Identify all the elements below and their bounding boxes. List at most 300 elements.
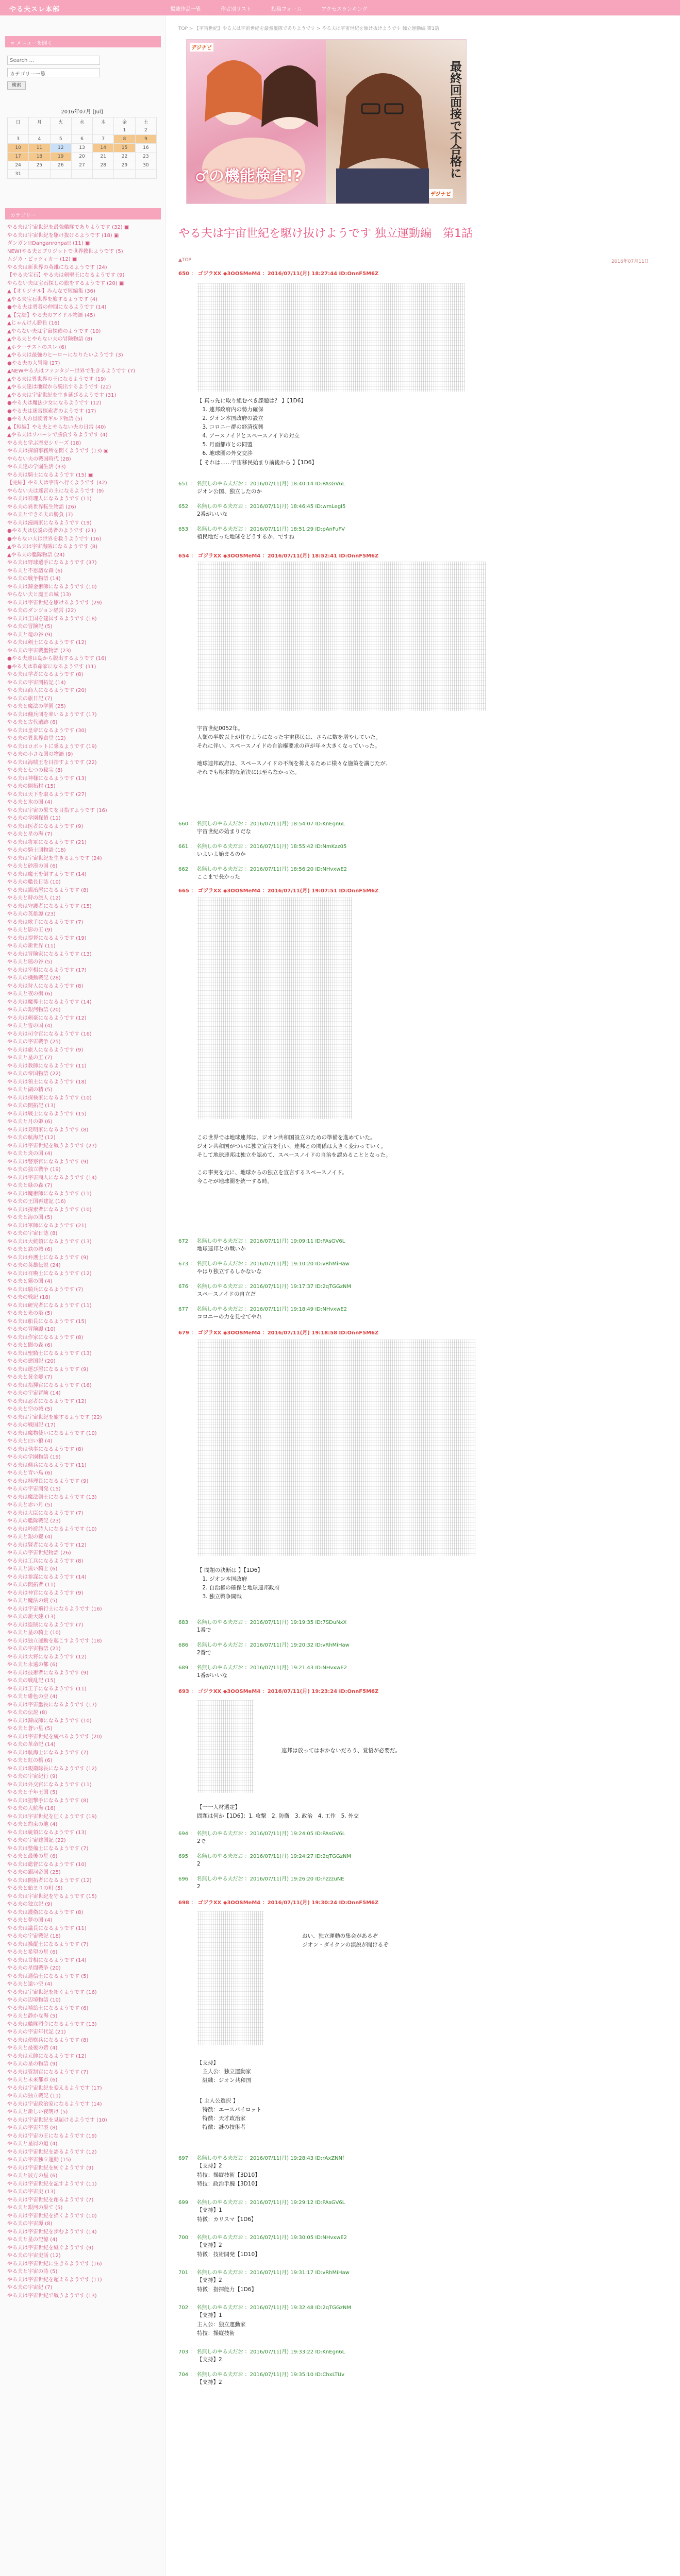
category-link[interactable]: やる夫と砂漠の国 (6) [7, 863, 58, 869]
category-link[interactable]: やる夫の新世界 (11) [7, 943, 56, 949]
category-link[interactable]: やる夫と虹の橋 (6) [7, 1758, 53, 1764]
category-link[interactable]: ダンガン!!Danganronpa!! (11) ▣ [7, 241, 90, 246]
calendar-day[interactable]: 3 [8, 135, 29, 144]
category-link[interactable]: やる夫の銀河物語 (20) [7, 1007, 61, 1013]
category-link[interactable]: やる夫は盗賊になるようです (7) [7, 1622, 84, 1628]
nav-item-authors[interactable]: 作者別リスト [221, 7, 252, 12]
category-link[interactable]: やる夫は賢者になるようです (12) [7, 1542, 87, 1548]
category-link[interactable]: やる夫は執事になるようです (8) [7, 1446, 84, 1452]
category-link[interactable]: やる夫は神官になるようです (9) [7, 1590, 84, 1596]
category-link[interactable]: やる夫と始まりの町 (5) [7, 1886, 63, 1891]
category-link[interactable]: やる夫と学ぶ歴史シリーズ (18) [7, 440, 81, 446]
category-link[interactable]: やる夫は召喚士になるようです (12) [7, 1270, 92, 1277]
calendar-day[interactable]: 1 [114, 126, 135, 135]
category-link[interactable]: やる夫は大将になるようです (12) [7, 1654, 87, 1660]
calendar-day[interactable]: 9 [135, 135, 156, 144]
category-link[interactable]: やる夫と不思議な森 (6) [7, 568, 63, 574]
calendar-day[interactable]: 29 [114, 161, 135, 170]
category-link[interactable]: ▲じゃんけん勝負 (16) [7, 320, 60, 326]
category-link[interactable]: やる夫の艦長日誌 (10) [7, 879, 61, 885]
category-link[interactable]: やる夫の星の物語 (9) [7, 2061, 58, 2067]
calendar-day[interactable]: 22 [114, 152, 135, 161]
category-link[interactable]: やる夫の航海記 (12) [7, 1135, 56, 1141]
category-link[interactable]: やる夫と彼方の星 (6) [7, 2173, 58, 2179]
category-link[interactable]: やる夫は学者になるようです (8) [7, 672, 84, 677]
category-link[interactable]: やる夫の宇宙世紀物語 (26) [7, 1550, 71, 1556]
category-link[interactable]: やる夫と星の騎士 (10) [7, 1630, 61, 1636]
category-link[interactable]: やる夫は歌手になるようです (7) [7, 919, 84, 925]
nav-item-works[interactable]: 掲載作品一覧 [170, 7, 201, 12]
category-link[interactable]: やる夫の英雄伝説 (24) [7, 1263, 61, 1268]
category-link[interactable]: やる夫は教師になるようです (11) [7, 1063, 87, 1069]
category-link[interactable]: やる夫は海賊王を目指すようです (22) [7, 759, 97, 766]
category-link[interactable]: やる夫は発明家になるようです (8) [7, 1127, 89, 1133]
category-link[interactable]: やる夫は聖騎士になるようです (13) [7, 1350, 92, 1357]
category-link[interactable]: やる夫は宇宙世紀を生きるようです (24) [7, 855, 102, 861]
category-link[interactable]: やる夫の宇宙紀 (7) [7, 2285, 53, 2291]
category-link[interactable]: やる夫と星の海 (7) [7, 832, 53, 837]
category-link[interactable]: やる夫は傭兵になるようです (11) [7, 1462, 87, 1468]
category-link[interactable]: やる夫は宇宙商人になるようです (14) [7, 1175, 97, 1181]
category-link[interactable]: やる夫は宇宙世紀を統べるようです (20) [7, 1734, 102, 1740]
category-link[interactable]: やる夫は王国を建国するようです (18) [7, 616, 97, 622]
category-link[interactable]: やる夫とできる夫の勝負 (7) [7, 512, 73, 518]
category-link[interactable]: やる夫は船長になるようです (15) [7, 1318, 87, 1325]
category-link[interactable]: やる夫の宇宙紀行 (9) [7, 1774, 58, 1780]
category-link[interactable]: やる夫と炎の国 (4) [7, 1151, 53, 1157]
category-link[interactable]: やる夫は剣豪になるようです (12) [7, 1015, 87, 1021]
category-link[interactable]: やる夫は宇宙世紀を超えるようです (11) [7, 2277, 102, 2283]
category-link[interactable]: ▲ホラーテストのスレ (6) [7, 344, 67, 350]
category-link[interactable]: やる夫は宇宙世紀を駆け抜けるようです (18) ▣ [7, 232, 119, 239]
category-link[interactable]: やる夫と霧の国 (4) [7, 1279, 53, 1284]
category-link[interactable]: やる夫は守護者になるようです (15) [7, 903, 92, 909]
category-link[interactable]: やる夫は警察官になるようです (9) [7, 1159, 89, 1165]
category-link[interactable]: やる夫は護衛になるようです (8) [7, 1909, 84, 1916]
category-link[interactable]: やる夫は新世界の英雄になるようです (24) [7, 264, 107, 270]
category-link[interactable]: やる夫は独立運動を起こすようです (18) [7, 1638, 102, 1644]
category-link[interactable]: やる夫の宇宙年代記 (21) [7, 2029, 66, 2035]
category-link[interactable]: やる夫と永遠の都 (6) [7, 1662, 58, 1668]
category-link[interactable]: やる夫の宇宙史 (13) [7, 2189, 56, 2195]
category-link[interactable]: やる夫は狙撃手になるようです (8) [7, 1798, 89, 1804]
category-link[interactable]: やる夫は魔王を倒すようです (14) [7, 871, 87, 877]
category-link[interactable]: やる夫の小さな国の物語 (9) [7, 752, 73, 757]
category-link[interactable]: やる夫は宰相になるようです (17) [7, 967, 87, 973]
category-link[interactable]: やる夫の建国記 (20) [7, 1359, 56, 1364]
category-link[interactable]: ●やる夫は迷宮探索者のようです (17) [7, 408, 96, 414]
calendar-day[interactable]: 28 [93, 161, 114, 170]
category-link[interactable]: ▲やる夫達は地獄から脱出するようです (22) [7, 384, 111, 390]
category-link[interactable]: やる夫は整備士になるようです (7) [7, 1845, 89, 1852]
category-link[interactable]: やる夫の革命記 (14) [7, 1742, 56, 1748]
category-link[interactable]: ▲やる夫はリバーシで勝負するようです (4) [7, 432, 108, 438]
category-link[interactable]: やる夫は天下を取るようです (27) [7, 791, 87, 798]
category-link[interactable]: やる夫は宇宙世紀を戦うようです (27) [7, 1143, 97, 1149]
category-link[interactable]: やる夫は医者になるようです (9) [7, 823, 84, 829]
breadcrumb[interactable]: TOP > 【宇宙世紀】やる夫は宇宙世紀を最強艦隊でありようです > やる夫は宇宙世紀を駆け抜けようです 独立運動編 第1話 [178, 26, 439, 31]
category-link[interactable]: やる夫の宇宙譚 (8) [7, 2221, 53, 2227]
calendar-day[interactable]: 20 [71, 152, 92, 161]
category-link[interactable]: やる夫は剣士になるようです (12) [7, 640, 87, 646]
category-link[interactable]: やる夫はロボットに乗るようです (19) [7, 743, 97, 750]
category-link[interactable]: ●やる夫は魔法少女になるようです (12) [7, 400, 102, 406]
category-link[interactable]: やる夫と銀河の果て (5) [7, 2205, 63, 2211]
category-link[interactable]: やる夫の宇宙冒険 (14) [7, 1391, 61, 1396]
category-link[interactable]: 【やる夫宝石】やる夫は剣聖王になるようです (9) [7, 273, 125, 278]
category-link[interactable]: やる夫の宇宙建国記 (22) [7, 1838, 66, 1843]
category-link[interactable]: やる夫と静かな海 (5) [7, 2013, 58, 2019]
category-link[interactable]: やる夫の冒険記 (5) [7, 624, 53, 630]
category-link[interactable]: ●やらない夫は世界を救うようです (16) [7, 536, 102, 542]
category-link[interactable]: やる夫は補給士になるようです (6) [7, 2005, 89, 2011]
category-link[interactable]: やる夫は料理人になるようです (11) [7, 496, 92, 502]
category-link[interactable]: やる夫は宇宙世紀を変えるようです (17) [7, 2085, 102, 2091]
category-link[interactable]: やる夫と星の王 (7) [7, 1055, 53, 1061]
category-link[interactable]: やる夫の辺境物語 (10) [7, 1997, 61, 2003]
category-link[interactable]: やる夫と氷の国 (4) [7, 800, 53, 805]
category-link[interactable]: ▲やる夫の艦隊物語 (24) [7, 552, 65, 558]
calendar-day[interactable]: 16 [135, 144, 156, 152]
calendar-day[interactable]: 6 [71, 135, 92, 144]
category-link[interactable]: やる夫は将軍になるようです (21) [7, 839, 87, 845]
search-input[interactable] [7, 56, 100, 65]
category-link[interactable]: やる夫は王子になるようです (11) [7, 1686, 87, 1692]
category-link[interactable]: やる夫は艦隊司令になるようです (13) [7, 2021, 97, 2027]
category-link[interactable]: やる夫と青い鳥 (6) [7, 1470, 53, 1476]
category-link[interactable]: やらない夫は迷宮の主になるようです (9) [7, 488, 104, 494]
category-link[interactable]: やる夫は宇宙世紀を継ぐようです (9) [7, 2245, 94, 2251]
category-link[interactable]: やる夫は宇宙世紀を旅するようです (22) [7, 1414, 102, 1420]
category-link[interactable]: ▲NEWやる夫はファンタジー世界で生きるようです (7) [7, 368, 136, 374]
calendar-day[interactable]: 12 [50, 144, 71, 152]
category-link[interactable]: やる夫の英雄譚 (23) [7, 911, 56, 917]
category-link[interactable]: やる夫と最後の星 (6) [7, 1854, 58, 1859]
category-link[interactable]: やる夫は宇宙世紀に生きるようです (16) [7, 2261, 102, 2267]
category-link[interactable]: やる夫は魔導士になるようです (14) [7, 999, 92, 1005]
category-link[interactable]: やる夫は元帥になるようです (12) [7, 2053, 87, 2059]
category-link[interactable]: やる夫は探検家になるようです (10) [7, 1095, 92, 1101]
calendar-day[interactable]: 24 [8, 161, 29, 170]
category-link[interactable]: やる夫は野球選手になるようです (37) [7, 560, 97, 566]
category-link[interactable]: やる夫は傭兵団を率いるようです (17) [7, 711, 97, 718]
category-select[interactable]: カテゴリー一覧 [7, 68, 100, 77]
category-link[interactable]: やる夫の開拓者 (11) [7, 1582, 56, 1588]
category-link[interactable]: やる夫は忍者になるようです (12) [7, 1398, 87, 1404]
category-link[interactable]: やる夫は宇宙世紀を描くようです (10) [7, 2213, 97, 2219]
nav-item-post-form[interactable]: 投稿フォーム [271, 7, 302, 12]
category-link[interactable]: やる夫の帝国物語 (22) [7, 1071, 61, 1077]
category-link[interactable]: やる夫と光の塔 (5) [7, 1311, 53, 1316]
category-link[interactable]: やる夫は宇宙の王になるようです (19) [7, 2133, 97, 2139]
calendar-day[interactable]: 30 [135, 161, 156, 170]
category-link[interactable]: やる夫は大臣になるようです (7) [7, 1510, 84, 1516]
category-link[interactable]: やる夫は親衛隊長になるようです (12) [7, 1766, 97, 1772]
category-link[interactable]: やる夫と海の国 (5) [7, 1215, 53, 1221]
category-link[interactable]: やる夫は参謀になるようです (14) [7, 1574, 87, 1580]
category-link[interactable]: やる夫は偵察兵になるようです (8) [7, 2037, 89, 2043]
calendar-day[interactable]: 15 [114, 144, 135, 152]
category-link[interactable]: やる夫の大航海 (16) [7, 1806, 56, 1811]
category-link[interactable]: やらない夫の戦国時代 (28) [7, 456, 71, 462]
category-link[interactable]: やる夫の新大陸 (13) [7, 1614, 56, 1620]
category-link[interactable]: やる夫は研究者になるようです (11) [7, 1302, 92, 1309]
category-link[interactable]: やる夫と夢の国 (4) [7, 1918, 53, 1923]
category-link[interactable]: やる夫は総督になるようです (10) [7, 1861, 87, 1868]
category-link[interactable]: やる夫の宇宙物語 (21) [7, 1646, 61, 1652]
category-link[interactable]: やる夫は宇宙世紀で戦うようです (13) [7, 2293, 97, 2299]
calendar-title[interactable]: 2016年07月 [Jul] [61, 109, 103, 115]
category-link[interactable]: やる夫は議長になるようです (11) [7, 1925, 87, 1931]
category-link[interactable]: やる夫は宇宙艦長になるようです (17) [7, 1702, 97, 1708]
category-link[interactable]: やる夫と魔法の学園 (25) [7, 704, 66, 709]
calendar-day[interactable]: 31 [8, 170, 29, 179]
category-link[interactable]: やる夫と鉄の城 (6) [7, 1247, 53, 1252]
category-link[interactable]: やる夫と遠い空 (4) [7, 1981, 53, 1987]
category-link[interactable]: ▲やる夫宝石世界を旅するようです (4) [7, 296, 98, 302]
calendar-day[interactable]: 8 [114, 135, 135, 144]
category-link[interactable]: やる夫の宇宙独立運動 (15) [7, 2157, 71, 2163]
category-link[interactable]: やる夫は通信士になるようです (5) [7, 1973, 89, 1979]
category-link[interactable]: やる夫の宇宙戦記 (18) [7, 1934, 61, 1939]
calendar-day[interactable]: 14 [93, 144, 114, 152]
category-link[interactable]: やる夫は魔術師になるようです (11) [7, 1191, 92, 1197]
category-link[interactable]: やる夫と影の王 (9) [7, 927, 53, 933]
category-link[interactable]: やる夫の戦記 (18) [7, 1295, 51, 1300]
category-link[interactable]: やる夫と未来都市 (6) [7, 2077, 58, 2083]
category-link[interactable]: やる夫の異世界食堂 (12) [7, 736, 66, 741]
category-link[interactable]: ▲やる夫は異世界の王になるようです (19) [7, 376, 106, 382]
menu-toggle-button[interactable]: ≡ メニューを開く [5, 36, 161, 47]
category-link[interactable]: ▲やる夫は宇宙世紀を生き延びるようです (31) [7, 392, 117, 398]
category-link[interactable]: やる夫は管制官になるようです (7) [7, 2069, 89, 2075]
category-link[interactable]: やる夫は宇宙政治家になるようです (14) [7, 2101, 102, 2107]
category-link[interactable]: やる夫の宇宙年表 (8) [7, 2125, 58, 2131]
category-link[interactable]: やる夫は狩人になるようです (8) [7, 983, 84, 989]
category-link[interactable]: ●やる夫は勇者の仲間になるようです (14) [7, 304, 107, 310]
category-link[interactable]: やる夫と黄金郷 (7) [7, 1375, 53, 1380]
category-link[interactable]: ●やる夫達は島から脱出するようです (16) [7, 656, 107, 662]
category-link[interactable]: NEW!やる夫とブリジットで世界救世ようです (5) [7, 248, 123, 255]
calendar-day[interactable]: 27 [71, 161, 92, 170]
category-link[interactable]: やる夫達の学園生活 (33) [7, 464, 66, 470]
category-link[interactable]: やる夫は開拓者になるようです (12) [7, 1877, 92, 1884]
calendar-day[interactable]: 23 [135, 152, 156, 161]
calendar-day[interactable]: 21 [93, 152, 114, 161]
ad-banner[interactable] [186, 39, 467, 204]
category-link[interactable]: ▲やる夫は宇宙海賊になるようです (8) [7, 544, 98, 550]
category-link[interactable]: やる夫の冒険譚 (10) [7, 1327, 56, 1332]
category-link[interactable]: やる夫は航海士になるようです (7) [7, 1750, 89, 1756]
category-link[interactable]: やる夫の宇宙史話 (12) [7, 2253, 61, 2259]
category-link[interactable]: ●やる夫は革命家になるようです (11) [7, 664, 96, 670]
category-link[interactable]: やる夫は錬金術師になるようです (10) [7, 584, 97, 590]
category-link[interactable]: やる夫と緑の森 (7) [7, 1183, 53, 1189]
category-link[interactable]: やる夫と風の谷 (5) [7, 959, 53, 965]
calendar-day[interactable]: 5 [50, 135, 71, 144]
category-link[interactable]: やる夫は弁護士になるようです (9) [7, 1255, 89, 1261]
category-link[interactable]: やる夫の機動戦記 (28) [7, 975, 61, 981]
category-link[interactable]: やる夫の銀河帝国 (25) [7, 1870, 61, 1875]
category-link[interactable]: やる夫の独立戦争 (19) [7, 1167, 61, 1173]
category-link[interactable]: やる夫の戦争物語 (14) [7, 576, 61, 582]
category-link[interactable]: やる夫と雪の国 (4) [7, 1023, 53, 1029]
category-link[interactable]: やる夫は宇宙世紀を拓くようです (16) [7, 1989, 97, 1995]
category-link[interactable]: やる夫の学園探偵 (11) [7, 816, 61, 821]
category-link[interactable]: やる夫と月の姫 (6) [7, 1119, 53, 1125]
category-link[interactable]: やる夫は司令官になるようです (16) [7, 1031, 92, 1037]
nav-item-ranking[interactable]: アクセスランキング [321, 7, 368, 12]
category-link[interactable]: ●やる夫の大冒険 (27) [7, 360, 60, 366]
category-link[interactable]: ▲やらない夫は宇宙探偵のようです (10) [7, 328, 101, 334]
search-button[interactable]: 検索 [7, 81, 26, 90]
category-link[interactable]: ▲やる夫は最強のヒーローになりたいようです (3) [7, 352, 123, 358]
category-link[interactable]: やる夫は外交官になるようです (11) [7, 1782, 92, 1788]
category-link[interactable]: やる夫と赤い月 (5) [7, 1502, 53, 1508]
category-link[interactable]: やる夫は工兵になるようです (8) [7, 1558, 84, 1564]
category-link[interactable]: やる夫は冒険家になるようです (13) [7, 951, 92, 957]
category-link[interactable]: ▲【完結】やる夫のアイドル物語 (45) [7, 312, 95, 318]
category-link[interactable]: やる夫は騎士になるようです (15) ▣ [7, 472, 93, 478]
category-link[interactable]: やる夫と黒い騎士 (6) [7, 1566, 58, 1572]
category-link[interactable]: やる夫は宇宙世紀を紡ぐようです (9) [7, 2165, 94, 2171]
category-link[interactable]: やる夫は神様になるようです (13) [7, 775, 87, 782]
category-link[interactable]: やる夫と蒼い星 (5) [7, 1726, 53, 1732]
category-link[interactable]: やる夫と星の記憶 (4) [7, 2237, 58, 2243]
calendar-day[interactable]: 19 [50, 152, 71, 161]
category-link[interactable]: やる夫は戦士になるようです (15) [7, 1111, 87, 1117]
category-link[interactable]: やる夫の戦乱記 (15) [7, 1678, 56, 1684]
category-link[interactable]: やる夫と湖の精 (5) [7, 1087, 53, 1093]
category-link[interactable]: やる夫の王国再建記 (16) [7, 1199, 66, 1205]
category-link[interactable]: やる夫と千年王国 (5) [7, 1790, 58, 1795]
category-link[interactable]: やる夫と空の城 (5) [7, 1406, 53, 1412]
category-link[interactable]: やる夫と古代遺跡 (6) [7, 720, 58, 725]
category-link[interactable]: やる夫は吟遊詩人になるようです (10) [7, 1526, 97, 1532]
category-link[interactable]: ▲【オリジナル】みんなで短編集 (36) [7, 289, 95, 294]
category-link[interactable]: やる夫と竜の谷 (9) [7, 632, 53, 638]
category-link[interactable]: やる夫と七つの秘宝 (8) [7, 768, 63, 773]
category-link[interactable]: やる夫と最後の砦 (4) [7, 2045, 58, 2051]
category-link[interactable]: やる夫の開拓記 (13) [7, 1103, 56, 1109]
category-link[interactable]: やらない夫と魔王の城 (13) [7, 592, 71, 598]
category-link[interactable]: やる夫と夜の街 (6) [7, 991, 53, 997]
category-link[interactable]: やる夫と銀の鍵 (4) [7, 1534, 53, 1540]
category-link[interactable]: やる夫は指揮官になるようです (16) [7, 1382, 92, 1388]
calendar-day[interactable]: 11 [29, 144, 50, 152]
category-link[interactable]: やる夫は領主になるようです (18) [7, 1079, 87, 1085]
category-link[interactable]: やる夫の宇宙開拓記 (14) [7, 680, 66, 686]
category-link[interactable]: やる夫は料理長になるようです (9) [7, 1478, 89, 1484]
category-link[interactable]: やる夫は漫画家になるようです (19) [7, 520, 92, 526]
category-link[interactable]: やらない夫は宝石探しの旅をするようです (20) ▣ [7, 280, 124, 286]
category-link[interactable]: やる夫は宇宙世紀を駆けるようです (29) [7, 600, 102, 606]
category-link[interactable]: ▲【短編】やる夫とやらない夫の日常 (40) [7, 424, 106, 430]
calendar-day[interactable]: 2 [135, 126, 156, 135]
category-link[interactable]: やる夫は宇宙世紀を守るようです (15) [7, 1893, 97, 1900]
category-link[interactable]: やる夫と希望の星 (6) [7, 1950, 58, 1955]
category-link[interactable]: やる夫と星屑の道 (4) [7, 2141, 58, 2147]
category-link[interactable]: ●やる夫の冒険者ギルド物語 (5) [7, 416, 82, 422]
category-link[interactable]: やる夫は大統領になるようです (13) [7, 1239, 92, 1245]
category-link[interactable]: ムジカ・ピッツィカー (12) ▣ [7, 257, 77, 262]
category-link[interactable]: やる夫の宇宙開発 (15) [7, 1486, 61, 1492]
top-link[interactable]: ▲TOP [178, 258, 191, 263]
category-link[interactable]: やる夫は宇宙の果てを目指すようです (16) [7, 807, 107, 814]
category-link[interactable]: やる夫は鍛冶屋になるようです (8) [7, 887, 89, 893]
category-link[interactable]: やる夫の星間戦争 (20) [7, 1965, 61, 1971]
calendar-day[interactable]: 26 [50, 161, 71, 170]
calendar-day[interactable]: 13 [71, 144, 92, 152]
category-link[interactable]: やる夫と時の旅人 (12) [7, 895, 61, 901]
category-link[interactable]: やる夫は統領になるようです (13) [7, 1829, 87, 1836]
category-link[interactable]: やる夫と約束の地 (4) [7, 1822, 58, 1827]
category-link[interactable]: やる夫は操縦士になるようです (7) [7, 1941, 89, 1947]
calendar-day[interactable]: 18 [29, 152, 50, 161]
calendar-day[interactable]: 25 [29, 161, 50, 170]
category-link[interactable]: やる夫と宇宙の詩 (5) [7, 2269, 58, 2275]
category-link[interactable]: やる夫は首相になるようです (14) [7, 1957, 87, 1963]
category-link[interactable]: やる夫と闇の森 (6) [7, 1343, 53, 1348]
category-link[interactable]: やる夫と新しい夜明け (5) [7, 2109, 68, 2115]
category-link[interactable]: やる夫は宇宙世紀を語るようです (12) [7, 2149, 97, 2155]
category-link[interactable]: やる夫は宇宙世紀を見届けるようです (10) [7, 2117, 107, 2123]
category-link[interactable]: ▲やる夫とやらない夫の冒険物語 (8) [7, 336, 93, 342]
category-link[interactable]: やる夫の騎士団物語 (18) [7, 848, 66, 853]
category-link[interactable]: やる夫の独立記 (9) [7, 1902, 53, 1907]
category-link[interactable]: やる夫の開拓村 (15) [7, 784, 56, 789]
category-link[interactable]: やる夫は商人になるようです (20) [7, 688, 87, 693]
category-link[interactable]: やる夫は旅人になるようです (9) [7, 1047, 84, 1053]
category-link[interactable]: やる夫は探偵事務所を開くようです (13) ▣ [7, 448, 109, 454]
category-link[interactable]: やる夫の戦国記 (17) [7, 1422, 56, 1428]
calendar-day[interactable]: 4 [29, 135, 50, 144]
calendar-day[interactable]: 10 [8, 144, 29, 152]
category-link[interactable]: やる夫は騎兵になるようです (7) [7, 1286, 84, 1293]
site-title[interactable]: やる夫スレ本部 [9, 6, 60, 13]
category-link[interactable]: やる夫は探索者になるようです (10) [7, 1207, 92, 1213]
category-link[interactable]: やる夫は宇宙世紀を創るようです (7) [7, 2197, 94, 2203]
category-link[interactable]: やる夫は宇宙世紀を歩むようです (14) [7, 2229, 97, 2235]
category-link[interactable]: やる夫の学園物語 (19) [7, 1454, 61, 1460]
category-link[interactable]: やる夫は錬成師になるようです (10) [7, 1718, 92, 1724]
category-link[interactable]: やる夫の宇宙日誌 (8) [7, 1231, 58, 1236]
category-link[interactable]: やる夫は技術者になるようです (9) [7, 1670, 89, 1676]
category-link[interactable]: やる夫は宇宙世紀を最強艦隊でありようです (32) ▣ [7, 225, 129, 230]
category-link[interactable]: やる夫の艦隊戦記 (23) [7, 1518, 61, 1524]
category-link[interactable]: やる夫は宇宙世紀を征くようです (19) [7, 1814, 97, 1820]
category-link[interactable]: やる夫の宇宙戦争 (25) [7, 1039, 61, 1045]
category-link[interactable]: やる夫は運び屋になるようです (9) [7, 1366, 89, 1372]
category-link[interactable]: やる夫と緋色の空 (4) [7, 1694, 58, 1700]
category-link[interactable]: やる夫は軍師になるようです (21) [7, 1223, 87, 1229]
category-link[interactable]: やる夫と白い狼 (4) [7, 1438, 53, 1444]
category-link[interactable]: やる夫は魔法剣士になるようです (13) [7, 1494, 97, 1500]
category-link[interactable]: やる夫は宇宙世紀を記すようです (11) [7, 2181, 97, 2187]
category-link[interactable]: やる夫は魔物使いになるようです (10) [7, 1430, 97, 1436]
category-link[interactable]: やる夫の伝説 (8) [7, 1710, 47, 1716]
category-link[interactable]: やる夫は皇帝になるようです (30) [7, 727, 87, 734]
category-link[interactable]: やる夫は提督になるようです (19) [7, 935, 87, 941]
category-link[interactable]: ●やる夫は伝説の勇者のようです (21) [7, 528, 96, 534]
calendar-day[interactable]: 17 [8, 152, 29, 161]
category-link[interactable]: やる夫の旅日記 (7) [7, 696, 53, 702]
category-link[interactable]: やる夫は宇宙飛行士になるようです (16) [7, 1606, 102, 1612]
category-link[interactable]: やる夫のダンジョン経営 (22) [7, 608, 76, 614]
category-link[interactable]: やる夫の独立戦記 (11) [7, 2093, 61, 2099]
category-link[interactable]: やる夫の宇宙戦艦物語 (23) [7, 648, 71, 654]
calendar-day[interactable]: 7 [93, 135, 114, 144]
